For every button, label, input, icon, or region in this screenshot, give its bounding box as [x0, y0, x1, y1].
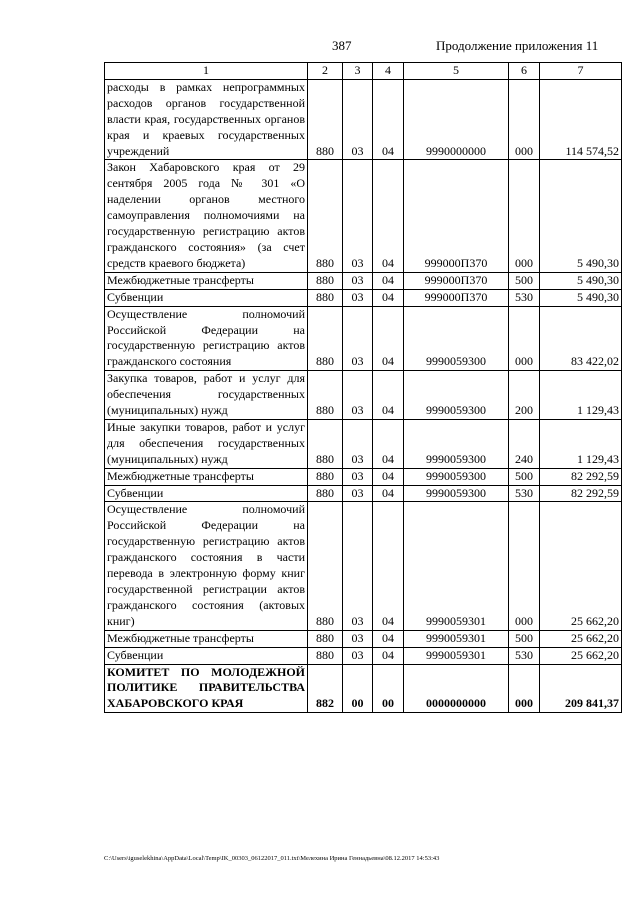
column-number: 4	[373, 63, 404, 80]
row-code: 00	[373, 664, 404, 713]
row-code: 9990059300	[404, 485, 509, 502]
row-code: 880	[308, 647, 343, 664]
row-code: 880	[308, 502, 343, 630]
page-number: 387	[332, 38, 352, 53]
row-code: 04	[373, 485, 404, 502]
row-amount: 5 490,30	[540, 272, 622, 289]
row-name: Межбюджетные трансферты	[105, 630, 308, 647]
row-code: 500	[509, 468, 540, 485]
row-code: 000	[509, 79, 540, 160]
row-code: 200	[509, 371, 540, 420]
row-code: 04	[373, 468, 404, 485]
row-name: Осуществление полномочий Российской Федерации на государственную регистрацию актов гражданского состояния в части перевода в электронную форму книг государственной регистрации актов гражданского состояния (актовых книг)	[105, 502, 308, 630]
row-code: 500	[509, 630, 540, 647]
row-code: 04	[373, 630, 404, 647]
table-row	[105, 647, 622, 664]
table-row	[105, 289, 622, 306]
row-amount: 82 292,59	[540, 485, 622, 502]
row-code: 03	[343, 419, 373, 468]
row-code: 880	[308, 289, 343, 306]
row-name: Иные закупки товаров, работ и услуг для обеспечения государственных (муниципальных) нужд	[105, 419, 308, 468]
row-code: 9990059301	[404, 630, 509, 647]
row-code: 03	[343, 502, 373, 630]
row-code: 9990059301	[404, 647, 509, 664]
row-code: 9990059300	[404, 419, 509, 468]
row-code: 04	[373, 647, 404, 664]
row-code: 04	[373, 306, 404, 371]
row-name: Закон Хабаровского края от 29 сентября 2005 года № 301 «О наделении органов местного самоуправления полномочиями на государственную регистрацию актов гражданского состояния» (за счет средств краевого бюджета)	[105, 160, 308, 272]
row-code: 00	[343, 664, 373, 713]
row-name: Субвенции	[105, 289, 308, 306]
row-amount: 1 129,43	[540, 419, 622, 468]
row-code: 999000П370	[404, 272, 509, 289]
table-row	[105, 468, 622, 485]
row-name: Межбюджетные трансферты	[105, 468, 308, 485]
row-code: 03	[343, 79, 373, 160]
row-code: 03	[343, 306, 373, 371]
row-code: 04	[373, 79, 404, 160]
row-code: 000	[509, 160, 540, 272]
row-amount: 82 292,59	[540, 468, 622, 485]
row-code: 04	[373, 419, 404, 468]
row-amount: 25 662,20	[540, 647, 622, 664]
document-footer-path: C:\Users\iguselekhina\AppData\Local\Temp\IK_00303_06122017_011.txt\Мелехина Ирина Геннадьевна\08.12.2017 14:53:43	[104, 855, 440, 862]
row-code: 9990059301	[404, 502, 509, 630]
appendix-note: Продолжение приложения 11	[436, 38, 599, 53]
row-name: расходы в рамках непрограммных расходов органов государственной власти края, государственных органов края и краевых государственных учреждений	[105, 79, 308, 160]
table-row	[105, 306, 622, 371]
row-code: 880	[308, 79, 343, 160]
row-code: 882	[308, 664, 343, 713]
row-code: 530	[509, 289, 540, 306]
row-amount: 1 129,43	[540, 371, 622, 420]
row-code: 000	[509, 502, 540, 630]
row-amount: 83 422,02	[540, 306, 622, 371]
row-code: 880	[308, 485, 343, 502]
row-code: 880	[308, 419, 343, 468]
row-amount: 5 490,30	[540, 160, 622, 272]
table-row	[105, 272, 622, 289]
row-code: 530	[509, 485, 540, 502]
table-row	[105, 664, 622, 713]
row-code: 9990059300	[404, 468, 509, 485]
row-code: 04	[373, 371, 404, 420]
row-code: 03	[343, 647, 373, 664]
row-code: 04	[373, 272, 404, 289]
table-row	[105, 371, 622, 420]
row-code: 04	[373, 502, 404, 630]
row-amount: 25 662,20	[540, 630, 622, 647]
row-amount: 209 841,37	[540, 664, 622, 713]
row-code: 03	[343, 289, 373, 306]
row-name: Закупка товаров, работ и услуг для обеспечения государственных (муниципальных) нужд	[105, 371, 308, 420]
row-code: 880	[308, 306, 343, 371]
row-code: 880	[308, 371, 343, 420]
row-amount: 25 662,20	[540, 502, 622, 630]
row-code: 530	[509, 647, 540, 664]
row-code: 000	[509, 664, 540, 713]
row-code: 03	[343, 630, 373, 647]
row-code: 9990000000	[404, 79, 509, 160]
row-code: 9990059300	[404, 306, 509, 371]
column-number: 6	[509, 63, 540, 80]
row-code: 0000000000	[404, 664, 509, 713]
row-name: Субвенции	[105, 647, 308, 664]
table-row	[105, 485, 622, 502]
row-code: 999000П370	[404, 160, 509, 272]
budget-table	[104, 62, 622, 713]
row-amount: 5 490,30	[540, 289, 622, 306]
column-number: 2	[308, 63, 343, 80]
table-row	[105, 79, 622, 160]
row-code: 880	[308, 160, 343, 272]
row-code: 880	[308, 468, 343, 485]
row-code: 000	[509, 306, 540, 371]
row-code: 04	[373, 289, 404, 306]
row-code: 03	[343, 485, 373, 502]
row-code: 04	[373, 160, 404, 272]
column-number: 1	[105, 63, 308, 80]
table-row	[105, 630, 622, 647]
row-name: КОМИТЕТ ПО МОЛОДЕЖНОЙ ПОЛИТИКЕ ПРАВИТЕЛЬСТВА ХАБАРОВСКОГО КРАЯ	[105, 664, 308, 713]
row-code: 03	[343, 371, 373, 420]
row-code: 880	[308, 272, 343, 289]
row-amount: 114 574,52	[540, 79, 622, 160]
column-number-row	[105, 63, 622, 80]
row-code: 500	[509, 272, 540, 289]
row-name: Субвенции	[105, 485, 308, 502]
table-row	[105, 419, 622, 468]
column-number: 3	[343, 63, 373, 80]
row-code: 03	[343, 160, 373, 272]
column-number: 5	[404, 63, 509, 80]
row-code: 999000П370	[404, 289, 509, 306]
row-code: 03	[343, 468, 373, 485]
column-number: 7	[540, 63, 622, 80]
table-body	[105, 79, 622, 712]
row-code: 880	[308, 630, 343, 647]
row-code: 03	[343, 272, 373, 289]
table-row	[105, 502, 622, 630]
table-row	[105, 160, 622, 272]
row-name: Осуществление полномочий Российской Федерации на государственную регистрацию актов гражданского состояния	[105, 306, 308, 371]
row-code: 9990059300	[404, 371, 509, 420]
row-name: Межбюджетные трансферты	[105, 272, 308, 289]
row-code: 240	[509, 419, 540, 468]
